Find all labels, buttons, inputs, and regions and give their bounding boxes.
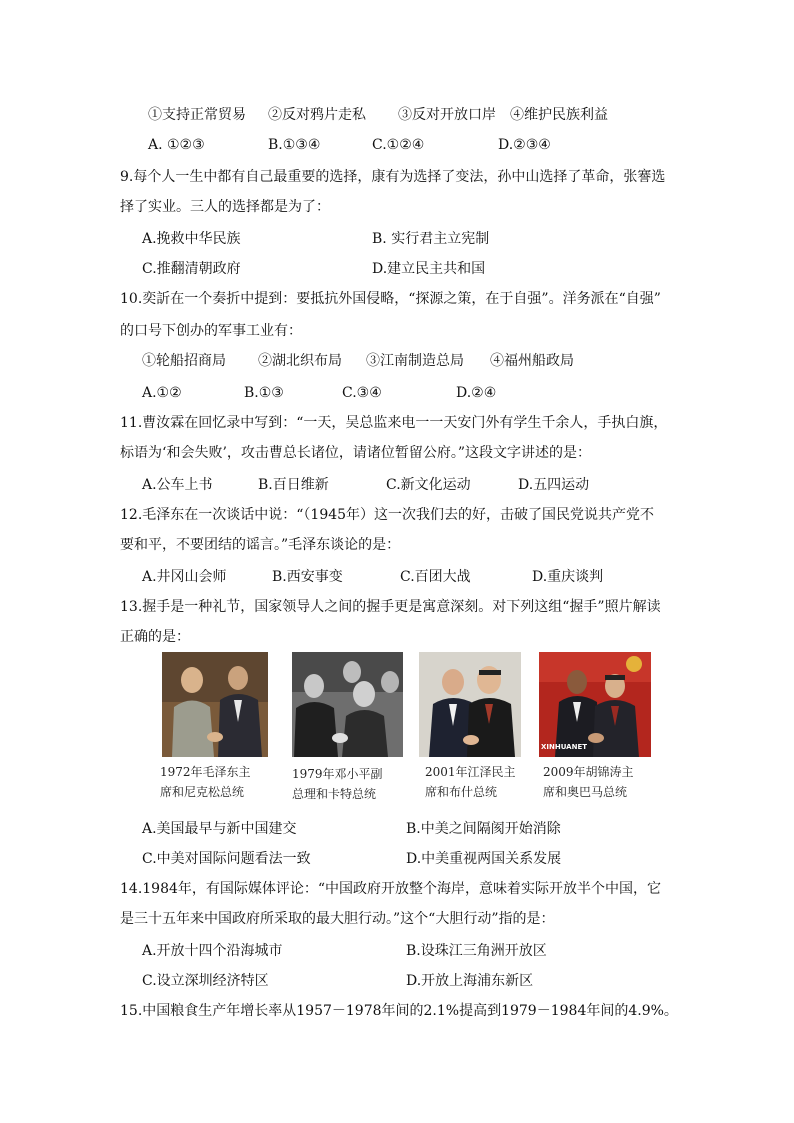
q11-stem-line2: 标语为‘和会失败’，攻击曹总长诸位，请诸位暂留公府。”这段文字讲述的是： — [120, 445, 592, 461]
q14-option-c: C.设立深圳经济特区 — [142, 973, 269, 989]
q14-option-d: D.开放上海浦东新区 — [406, 973, 534, 989]
q13-option-b: B.中美之间隔阂开始消除 — [406, 821, 561, 837]
q13-stem-line2: 正确的是： — [120, 629, 190, 645]
photo-caption-4-line1: 2009年胡锦涛主 — [543, 765, 634, 779]
q12-option-a: A.井冈山会师 — [142, 569, 227, 585]
q10-stem-line2: 的口号下创办的军事工业有： — [120, 323, 302, 339]
photo-caption-1-line2: 席和尼克松总统 — [160, 785, 245, 799]
photo-caption-2-line2: 总理和卡特总统 — [292, 787, 377, 801]
q10-option-a: A.①② — [142, 385, 182, 401]
q9-option-c: C.推翻清朝政府 — [142, 261, 241, 277]
q14-stem-line2: 是三十五年来中国政府所采取的最大胆行动。”这个“大胆行动”指的是： — [120, 911, 555, 927]
photo-caption-1-line1: 1972年毛泽东主 — [160, 765, 251, 779]
q10-statement-4: ④福州船政局 — [490, 353, 574, 369]
photo-caption-3-line2: 席和布什总统 — [425, 785, 498, 799]
q12-option-b: B.西安事变 — [272, 569, 343, 585]
q9-option-d: D.建立民主共和国 — [372, 261, 486, 277]
photo-mao-nixon — [162, 652, 268, 757]
q14-option-a: A.开放十四个沿海城市 — [142, 943, 283, 959]
q12-option-c: C.百团大战 — [400, 569, 471, 585]
q8-option-b: B.①③④ — [268, 137, 321, 153]
q9-option-b: B. 实行君主立宪制 — [372, 231, 490, 247]
q11-option-d: D.五四运动 — [518, 477, 590, 493]
q9-option-a: A.挽救中华民族 — [142, 231, 241, 247]
photo-caption-3-line1: 2001年江泽民主 — [425, 765, 516, 779]
q8-statement-1: ①支持正常贸易 — [148, 107, 246, 123]
photo-deng-carter — [292, 652, 403, 757]
q8-statement-2: ②反对鸦片走私 — [268, 107, 366, 123]
q13-stem-line1: 13.握手是一种礼节，国家领导人之间的握手更是寓意深刻。对下列这组“握手”照片解读 — [120, 599, 661, 615]
q10-statement-2: ②湖北织布局 — [258, 353, 342, 369]
q8-statement-3: ③反对开放口岸 — [398, 107, 496, 123]
q9-stem-line2: 择了实业。三人的选择都是为了： — [120, 199, 330, 215]
q12-option-d: D.重庆谈判 — [532, 569, 604, 585]
q8-option-a: A. ①②③ — [148, 137, 205, 153]
q10-statement-1: ①轮船招商局 — [142, 353, 226, 369]
q10-option-d: D.②④ — [456, 385, 497, 401]
q11-option-a: A.公车上书 — [142, 477, 213, 493]
q12-stem-line1: 12.毛泽东在一次谈话中说：“（1945年）这一次我们去的好，击破了国民党说共产党不 — [120, 507, 655, 523]
q14-stem-line1: 14.1984年，有国际媒体评论：“中国政府开放整个海岸，意味着实际开放半个中国，它 — [120, 881, 662, 897]
q13-option-a: A.美国最早与新中国建交 — [142, 821, 297, 837]
q10-option-b: B.①③ — [244, 385, 284, 401]
photo-hu-obama — [539, 652, 651, 757]
q8-option-d: D.②③④ — [498, 137, 551, 153]
q14-option-b: B.设珠江三角洲开放区 — [406, 943, 547, 959]
q10-statement-3: ③江南制造总局 — [366, 353, 464, 369]
q12-stem-line2: 要和平，不要团结的谣言。”毛泽东谈论的是： — [120, 537, 401, 553]
q13-option-d: D.中美重视两国关系发展 — [406, 851, 562, 867]
q11-option-c: C.新文化运动 — [386, 477, 471, 493]
q9-stem-line1: 9.每个人一生中都有自己最重要的选择，康有为选择了变法，孙中山选择了革命，张謇选 — [120, 169, 666, 185]
q10-option-c: C.③④ — [342, 385, 382, 401]
q10-stem-line1: 10.奕訢在一个奏折中提到：要抵抗外国侵略，“探源之策，在于自强”。洋务派在“自强” — [120, 291, 661, 307]
xinhuanet-watermark: XINHUANET — [541, 743, 588, 751]
photo-caption-2-line1: 1979年邓小平副 — [292, 767, 383, 781]
q13-option-c: C.中美对国际问题看法一致 — [142, 851, 311, 867]
q15-stem-line1: 15.中国粮食生产年增长率从1957－1978年间的2.1%提高到1979－1984年间的4.9%。 — [120, 1003, 678, 1019]
q11-option-b: B.百日维新 — [258, 477, 329, 493]
photo-jiang-bush — [419, 652, 521, 757]
q8-option-c: C.①②④ — [372, 137, 425, 153]
photo-caption-4-line2: 席和奥巴马总统 — [543, 785, 628, 799]
q8-statement-4: ④维护民族利益 — [510, 107, 608, 123]
q11-stem-line1: 11.曹汝霖在回忆录中写到：“一天，吴总监来电一一天安门外有学生千余人，手执白旗， — [120, 415, 668, 431]
